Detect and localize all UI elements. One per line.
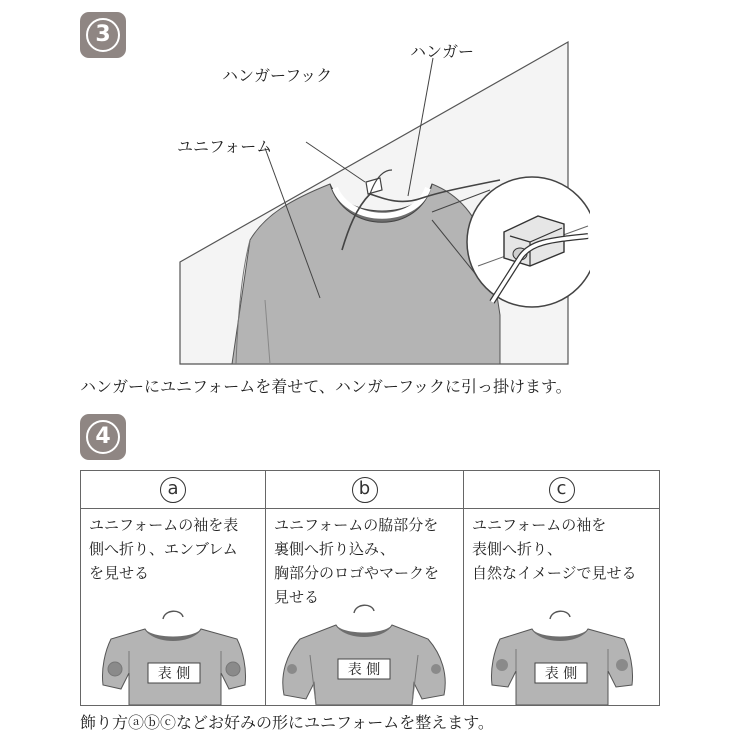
shirt-a-illustration bbox=[81, 599, 266, 705]
option-c-header bbox=[464, 471, 660, 509]
option-a-header bbox=[81, 471, 266, 509]
step-4-badge bbox=[80, 414, 126, 460]
step-number: 4 bbox=[86, 420, 120, 454]
description-line: 裏側へ折り込み、 bbox=[274, 540, 395, 558]
description-line: を見せる bbox=[89, 564, 150, 582]
step-number: 3 bbox=[86, 18, 120, 52]
front-side-tag: 表 側 bbox=[157, 666, 191, 682]
display-options-table bbox=[80, 470, 660, 706]
description-line: 側へ折り、エンブレム bbox=[89, 540, 238, 558]
option-b-header bbox=[266, 471, 464, 509]
step-3-badge bbox=[80, 12, 126, 58]
option-letter: a bbox=[160, 477, 186, 503]
option-c-description bbox=[464, 509, 659, 585]
option-a-description bbox=[81, 509, 265, 585]
description-line: ユニフォームの袖を表 bbox=[89, 516, 239, 534]
description-line: 見せる bbox=[274, 588, 320, 606]
option-a-cell bbox=[81, 509, 266, 706]
front-side-tag: 表 側 bbox=[544, 666, 578, 682]
option-letter: b bbox=[352, 477, 378, 503]
description-line: 胸部分のロゴやマークを bbox=[274, 564, 440, 582]
option-b-cell bbox=[266, 509, 464, 706]
shirt-b-illustration bbox=[266, 599, 464, 705]
hanger-label: ハンガー bbox=[410, 42, 475, 61]
description-line: 表側へ折り、 bbox=[472, 540, 563, 558]
option-b-description bbox=[266, 509, 463, 609]
option-letter: c bbox=[549, 477, 575, 503]
front-side-tag: 表 側 bbox=[347, 662, 381, 678]
description-line: ユニフォームの袖を bbox=[472, 516, 607, 534]
step-4-caption: 飾り方ⓐⓑⓒなどお好みの形にユニフォームを整えます。 bbox=[80, 713, 494, 732]
description-line: 自然なイメージで見せる bbox=[472, 564, 637, 582]
uniform-label: ユニフォーム bbox=[177, 137, 273, 156]
hanger-hook-label: ハンガーフック bbox=[222, 66, 333, 85]
option-c-cell bbox=[464, 509, 660, 706]
description-line: ユニフォームの脇部分を bbox=[274, 516, 439, 534]
shirt-c-illustration bbox=[464, 599, 660, 705]
step-3-caption: ハンガーにユニフォームを着せて、ハンガーフックに引っ掛けます。 bbox=[80, 377, 572, 396]
